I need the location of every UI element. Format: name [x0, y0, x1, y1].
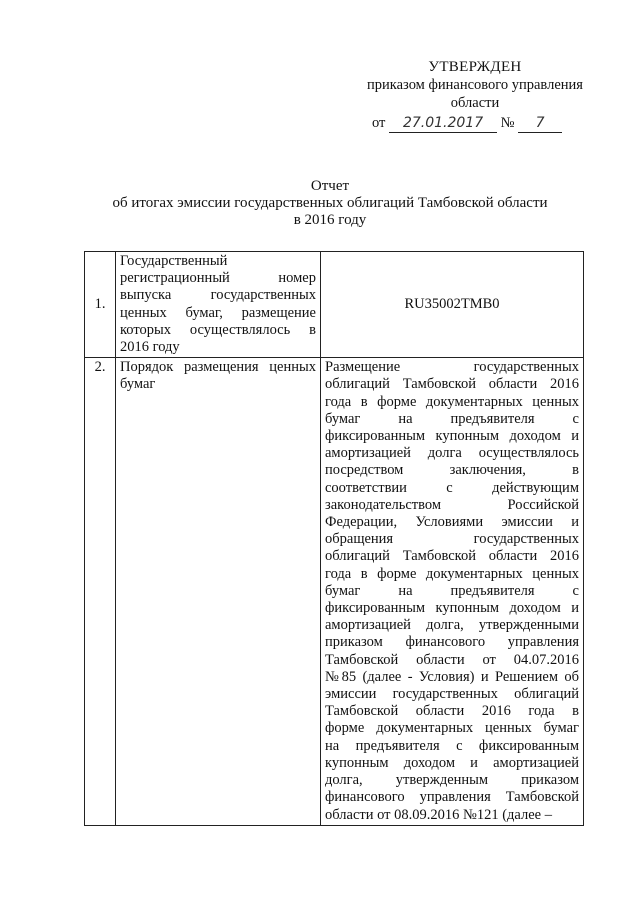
report-title: Отчет [310, 178, 350, 194]
value-line: амортизацией долга, утвержденными [325, 617, 579, 634]
value-line: форме документарных ценных бумаг [325, 720, 579, 737]
table-row [85, 358, 584, 825]
value-line: Тамбовской области 2016 года в [325, 703, 579, 720]
value-line: посредством заключения, в [325, 462, 579, 479]
table-row [85, 252, 584, 358]
approval-date-line [330, 114, 620, 133]
value-line: долга, утвержденным приказом [325, 772, 579, 789]
value-line: бумаг на предъявителя с [325, 582, 579, 599]
value-line: финансового управления Тамбовской [325, 789, 579, 806]
report-table [84, 251, 584, 826]
value-line: облигаций Тамбовской области 2016 [325, 376, 579, 393]
placement-procedure-text [321, 358, 584, 825]
value-line: соответствии с действующим [325, 479, 579, 496]
value-line: облигаций Тамбовской области 2016 [325, 548, 579, 565]
number-label: № [500, 115, 515, 131]
value-line: эмиссии государственных облигаций [325, 686, 579, 703]
handwritten-number: 7 [518, 114, 562, 133]
row-label [116, 252, 321, 358]
registration-number: RU35002TMB0 [321, 252, 584, 358]
label-line: которых осуществлялось в [120, 321, 316, 338]
value-line: фиксированным купонным доходом и [325, 600, 579, 617]
label-line: регистрационный номер [120, 270, 316, 287]
row-number: 1. [85, 252, 116, 358]
approval-title: УТВЕРЖДЕН [428, 59, 522, 75]
value-line: года в форме документарных ценных [325, 393, 579, 410]
label-line: ценных бумаг, размещение [120, 304, 316, 321]
report-title-block [70, 178, 590, 229]
approval-line-1: приказом финансового управления [367, 77, 583, 93]
row-number: 2. [85, 358, 116, 825]
value-line: законодательством Российской [325, 496, 579, 513]
label-line: Порядок размещения ценных [120, 359, 316, 376]
approval-block [330, 58, 620, 133]
value-line: Федерации, Условиями эмиссии и [325, 514, 579, 531]
value-line: купонным доходом и амортизацией [325, 754, 579, 771]
value-line: бумаг на предъявителя с [325, 410, 579, 427]
approval-line-2: области [450, 95, 500, 111]
label-line: 2016 году [120, 339, 180, 356]
label-line: бумаг [120, 376, 156, 393]
value-line: амортизацией долга осуществлялось [325, 445, 579, 462]
report-subtitle-1: об итогах эмиссии государственных облигаций Тамбовской области [112, 195, 548, 211]
value-line: обращения государственных [325, 531, 579, 548]
label-line: выпуска государственных [120, 287, 316, 304]
value-line: Размещение государственных [325, 359, 579, 376]
date-prefix: от [372, 115, 386, 131]
value-line: фиксированным купонным доходом и [325, 428, 579, 445]
row-label [116, 358, 321, 825]
value-line: №85 (далее - Условия) и Решением об [325, 668, 579, 685]
report-subtitle-2: в 2016 году [293, 212, 367, 228]
value-line: приказом финансового управления [325, 634, 579, 651]
value-line: Тамбовской области от 04.07.2016 [325, 651, 579, 668]
value-line: области от 08.09.2016 №121 (далее – [325, 806, 552, 823]
label-line: Государственный [120, 253, 228, 269]
handwritten-date: 27.01.2017 [389, 114, 497, 133]
value-line: на предъявителя с фиксированным [325, 737, 579, 754]
value-line: года в форме документарных ценных [325, 565, 579, 582]
